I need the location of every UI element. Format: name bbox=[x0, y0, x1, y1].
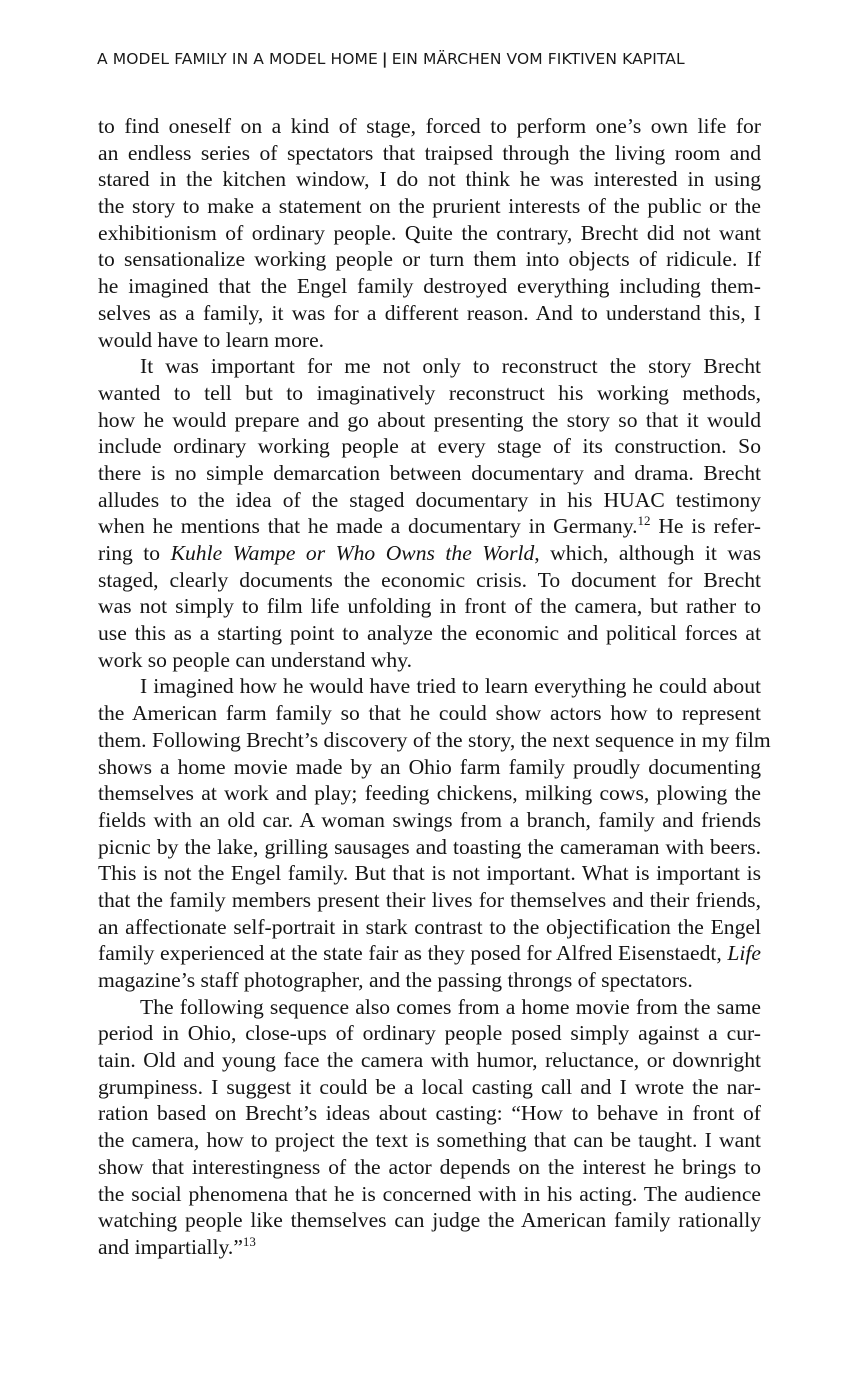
header-book-title: A MODEL FAMILY IN A MODEL HOME bbox=[97, 50, 378, 68]
body-text bbox=[98, 113, 771, 1261]
text-line: the social phenomena that he is concerned with in his acting. The audience bbox=[98, 1181, 761, 1206]
text-line: them. Following Brecht’s discovery of the story, the next sequence in my film bbox=[98, 727, 771, 752]
footnote-ref-12: 12 bbox=[637, 513, 651, 529]
text-line: the American farm family so that he could show actors how to represent bbox=[98, 701, 761, 726]
text-line bbox=[98, 513, 761, 540]
text-line: wanted to tell but to imaginatively reconstruct his working methods, bbox=[98, 380, 761, 405]
text-line: selves as a family, it was for a different reason. And to understand this, I bbox=[98, 300, 761, 325]
text-line: an endless series of spectators that traipsed through the living room and bbox=[98, 140, 761, 165]
paragraph-4 bbox=[98, 994, 761, 1261]
text-line: stared in the kitchen window, I do not think he was interested in using bbox=[98, 167, 761, 192]
text-run: ring to bbox=[98, 541, 171, 565]
text-line: This is not the Engel family. But that is not important. What is important is bbox=[98, 861, 761, 886]
magazine-title: Life bbox=[727, 941, 761, 966]
text-line: use this as a starting point to analyze the economic and political forces at bbox=[98, 621, 761, 646]
header-separator: | bbox=[381, 50, 388, 68]
text-line: the story to make a statement on the prurient interests of the public or the bbox=[98, 194, 761, 219]
header-chapter-title: EIN MÄRCHEN VOM FIKTIVEN KAPITAL bbox=[391, 50, 685, 68]
film-title: Kuhle Wampe or Who Owns the World bbox=[170, 541, 535, 565]
text-run: and impartially.” bbox=[98, 1234, 243, 1259]
text-run: He is refer- bbox=[650, 514, 761, 539]
text-line: staged, clearly documents the economic crisis. To document for Brecht bbox=[98, 567, 761, 592]
text-line: to find oneself on a kind of stage, forced to perform one’s own life for bbox=[98, 114, 761, 138]
text-line: he imagined that the Engel family destroyed everything including them- bbox=[98, 274, 761, 299]
text-line: that the family members present their lives for themselves and their friends, bbox=[98, 887, 761, 912]
text-line: The following sequence also comes from a home movie from the same bbox=[140, 994, 761, 1019]
text-run: when he mentions that he made a documentary in Germany. bbox=[98, 514, 638, 539]
text-line: work so people can understand why. bbox=[98, 647, 413, 672]
text-line bbox=[98, 540, 761, 567]
text-line: the camera, how to project the text is something that can be taught. I want bbox=[98, 1128, 761, 1153]
text-line: was not simply to film life unfolding in front of the camera, but rather to bbox=[98, 594, 761, 619]
text-line: how he would prepare and go about presenting the story so that it would bbox=[98, 407, 761, 432]
text-line: alludes to the idea of the staged documentary in his HUAC testimony bbox=[98, 487, 761, 512]
text-line: watching people like themselves can judge the American family rationally bbox=[98, 1208, 761, 1233]
text-line: themselves at work and play; feeding chickens, milking cows, plowing the bbox=[98, 781, 761, 806]
paragraph-1 bbox=[98, 113, 761, 353]
text-run: , which, although it was bbox=[534, 541, 761, 565]
text-line: to sensationalize working people or turn them into objects of ridicule. If bbox=[98, 247, 761, 272]
text-run: family experienced at the state fair as they posed for Alfred Eisenstaedt, bbox=[98, 941, 728, 966]
text-line: exhibitionism of ordinary people. Quite the contrary, Brecht did not want bbox=[98, 220, 761, 245]
text-line bbox=[98, 940, 761, 967]
text-line: show that interestingness of the actor depends on the interest he brings to bbox=[98, 1154, 761, 1179]
text-line: would have to learn more. bbox=[98, 327, 325, 352]
running-header bbox=[97, 50, 777, 68]
text-line: an affectionate self-portrait in stark contrast to the objectification the Engel bbox=[98, 914, 761, 939]
text-line: shows a home movie made by an Ohio farm family proudly documenting bbox=[98, 754, 761, 779]
text-line: magazine’s staff photographer, and the passing throngs of spectators. bbox=[98, 968, 693, 992]
paragraph-3 bbox=[98, 673, 771, 993]
text-line: grumpiness. I suggest it could be a local casting call and I wrote the nar- bbox=[98, 1074, 761, 1099]
text-line: period in Ohio, close-ups of ordinary people posed simply against a cur- bbox=[98, 1021, 761, 1046]
text-line: include ordinary working people at every stage of its construction. So bbox=[98, 434, 761, 459]
text-line: It was important for me not only to reconstruct the story Brecht bbox=[140, 354, 761, 379]
footnote-ref-13: 13 bbox=[242, 1233, 256, 1249]
paragraph-2 bbox=[98, 353, 761, 673]
text-line: picnic by the lake, grilling sausages and toasting the cameraman with beers. bbox=[98, 834, 761, 859]
text-line: tain. Old and young face the camera with humor, reluctance, or downright bbox=[98, 1048, 761, 1073]
text-line: ration based on Brecht’s ideas about casting: “How to behave in front of bbox=[98, 1101, 761, 1126]
text-line: I imagined how he would have tried to learn everything he could about bbox=[140, 674, 761, 699]
text-line bbox=[98, 1234, 761, 1261]
text-line: fields with an old car. A woman swings from a branch, family and friends bbox=[98, 807, 761, 832]
text-line: there is no simple demarcation between documentary and drama. Brecht bbox=[98, 460, 761, 485]
